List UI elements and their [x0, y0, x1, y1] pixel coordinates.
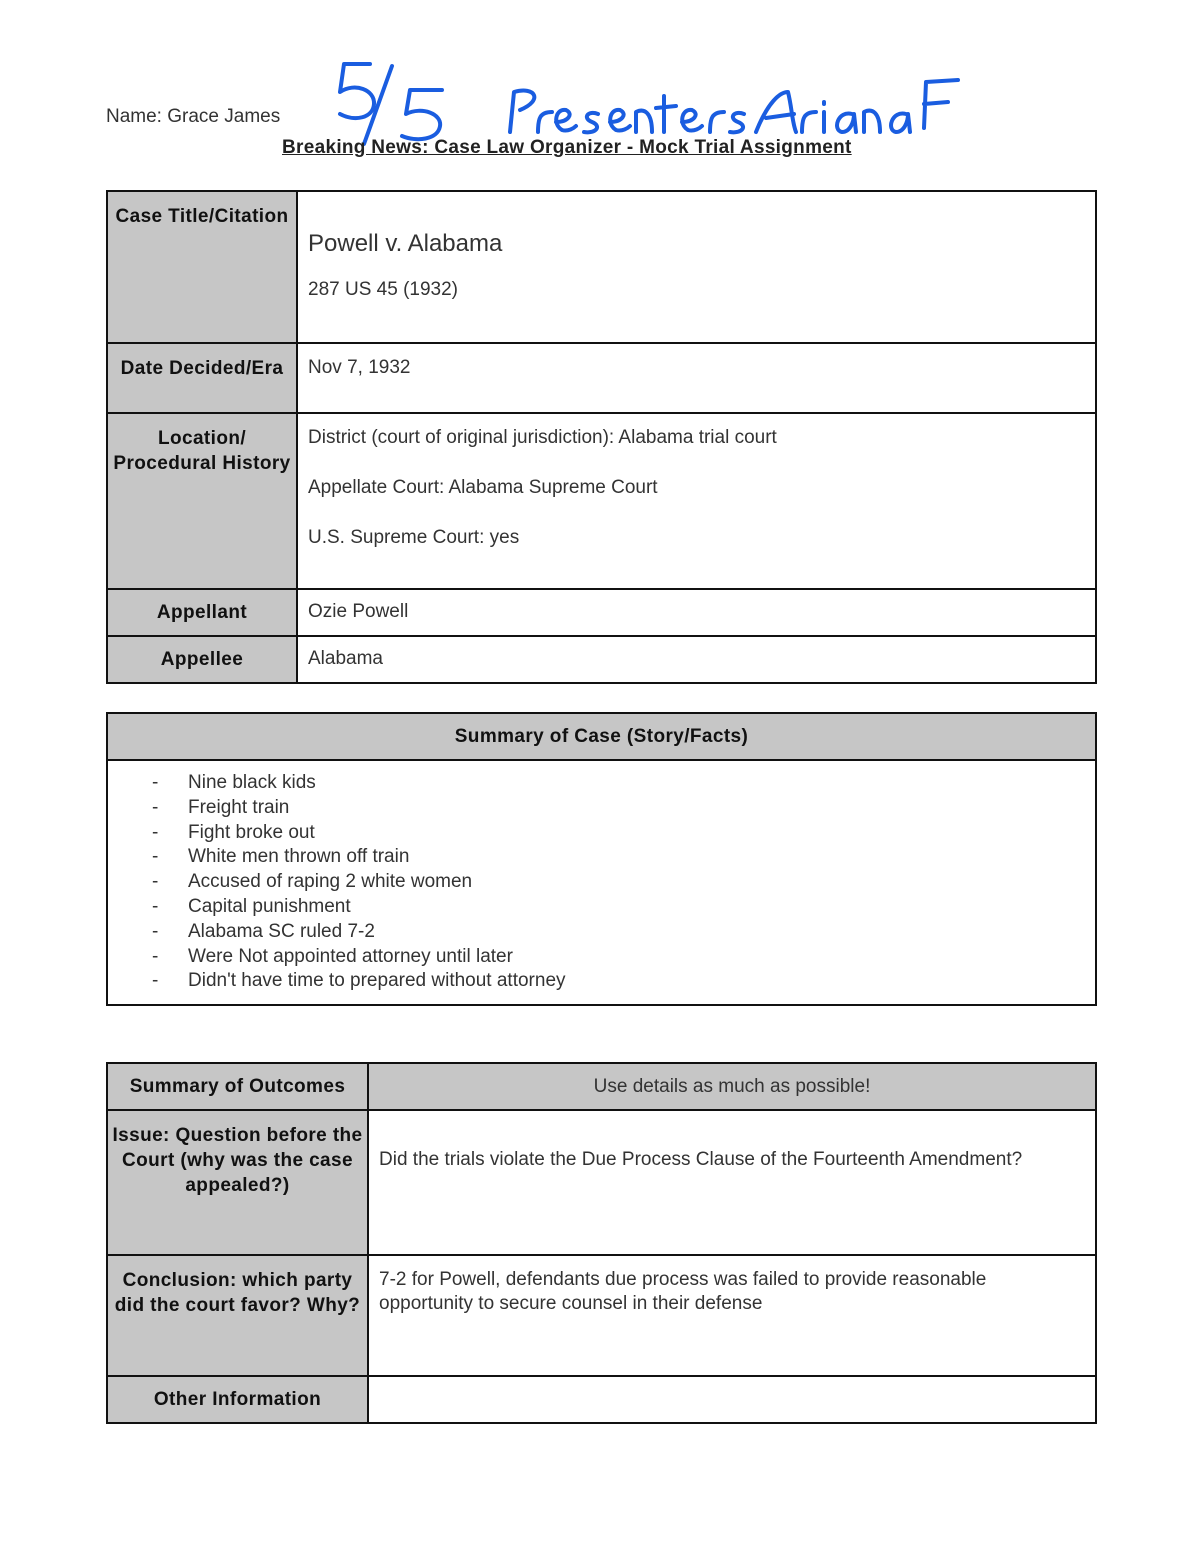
list-item: - Capital punishment [152, 895, 1095, 920]
outcomes-header-note: Use details as much as possible! [368, 1063, 1096, 1110]
list-item: - Accused of raping 2 white women [152, 870, 1095, 895]
procedural-history [297, 413, 1096, 589]
handwritten-digit-5b [402, 90, 442, 139]
appellee-label: Appellee [107, 636, 297, 683]
list-item: - Freight train [152, 796, 1095, 821]
case-title-label: Case Title/Citation [107, 191, 297, 343]
summary-table [106, 712, 1097, 1006]
appellee-value: Alabama [297, 636, 1096, 683]
list-item: - Were Not appointed attorney until later [152, 945, 1095, 970]
issue-label: Issue: Question before the Court (why was the case appealed?) [107, 1110, 368, 1255]
district-court: District (court of original jurisdiction): Alabama trial court [308, 427, 777, 448]
date-value: Nov 7, 1932 [297, 343, 1096, 413]
appellate-court: Appellate Court: Alabama Supreme Court [308, 477, 658, 498]
list-item: - Didn't have time to prepared without attorney [152, 969, 1095, 994]
date-label: Date Decided/Era [107, 343, 297, 413]
supreme-court: U.S. Supreme Court: yes [308, 527, 520, 548]
facts-cell [107, 760, 1096, 1005]
conclusion-value: 7-2 for Powell, defendants due process was failed to provide reasonable opportunity to secure counsel in their defense [368, 1255, 1096, 1376]
case-title-cell [297, 191, 1096, 343]
outcomes-header-label: Summary of Outcomes [107, 1063, 368, 1110]
appellant-label: Appellant [107, 589, 297, 636]
facts-list [108, 761, 1095, 1004]
location-label: Location/ Procedural History [107, 413, 297, 589]
list-item: - White men thrown off train [152, 845, 1095, 870]
case-citation: 287 US 45 (1932) [308, 279, 458, 300]
conclusion-label: Conclusion: which party did the court favor? Why? [107, 1255, 368, 1376]
other-info-value[interactable] [368, 1376, 1096, 1423]
handwritten-digit-5 [340, 64, 374, 118]
summary-header: Summary of Case (Story/Facts) [107, 713, 1096, 760]
outcomes-table [106, 1062, 1097, 1424]
case-title: Powell v. Alabama [308, 230, 503, 257]
other-info-label: Other Information [107, 1376, 368, 1423]
list-item: - Fight broke out [152, 821, 1095, 846]
student-name: Name: Grace James [106, 106, 281, 127]
list-item: - Nine black kids [152, 771, 1095, 796]
issue-value: Did the trials violate the Due Process Clause of the Fourteenth Amendment? [368, 1110, 1096, 1255]
list-item: - Alabama SC ruled 7-2 [152, 920, 1095, 945]
handwritten-slash [364, 66, 392, 144]
appellant-value: Ozie Powell [297, 589, 1096, 636]
case-info-table [106, 190, 1097, 684]
document-title: Breaking News: Case Law Organizer - Mock Trial Assignment [282, 137, 852, 158]
